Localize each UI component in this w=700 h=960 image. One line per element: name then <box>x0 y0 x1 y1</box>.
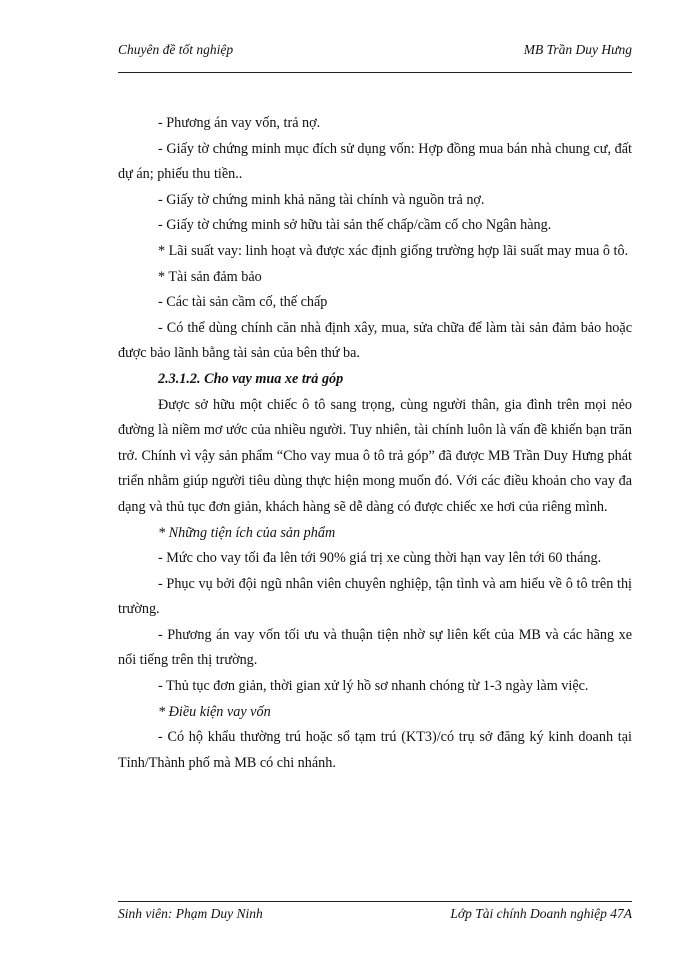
subheading: * Những tiện ích của sản phẩm <box>158 524 336 541</box>
paragraph: - Có thể dùng chính căn nhà định xây, mua, sửa chữa để làm tài sản đảm bảo hoặc được bảo lãnh bằng tài sản của bên thứ ba. <box>118 319 632 362</box>
paragraph: Được sở hữu một chiếc ô tô sang trọng, cùng người thân, gia đình trên mọi nẻo đường là niềm mơ ước của nhiều người. Tuy nhiên, tài chính luôn là vấn đề khiến bạn trăn trở. Chính vì vậy sản phẩm “Cho vay mua ô tô trả góp” đã được MB Trần Duy Hưng phát triển nhằm giúp người tiêu dùng thực hiện mong muốn đó. Với các điều khoản cho vay đa dạng và thủ tục đơn giản, khách hàng sẽ dễ dàng có được chiếc xe hơi của riêng mình. <box>118 396 632 515</box>
paragraph: - Mức cho vay tối đa lên tới 90% giá trị xe cùng thời hạn vay lên tới 60 tháng. <box>158 550 602 567</box>
paragraph: - Phục vụ bởi đội ngũ nhân viên chuyên nghiệp, tận tình và am hiểu về ô tô trên thị trường. <box>118 575 632 618</box>
header-author-branch: MB Trần Duy Hưng <box>523 42 632 57</box>
paragraph: * Lãi suất vay: linh hoạt và được xác định giống trường hợp lãi suất may mua ô tô. <box>158 242 629 259</box>
paragraph: - Giấy tờ chứng minh sở hữu tài sản thế chấp/cầm cố cho Ngân hàng. <box>158 217 552 234</box>
paragraph: - Có hộ khẩu thường trú hoặc sổ tạm trú (KT3)/có trụ sở đăng ký kinh doanh tại Tỉnh/Thành phố mà MB có chi nhánh. <box>118 729 632 771</box>
paragraph: - Các tài sản cầm cố, thế chấp <box>158 294 328 311</box>
footer-class: Lớp Tài chính Doanh nghiệp 47A <box>450 906 632 921</box>
footer-student: Sinh viên: Phạm Duy Ninh <box>118 906 263 921</box>
paragraph: - Giấy tờ chứng minh mục đích sử dụng vốn: Hợp đồng mua bán nhà chung cư, đất dự án; phiếu thu tiền.. <box>118 140 632 183</box>
section-heading: 2.3.1.2. Cho vay mua xe trả góp <box>158 370 344 387</box>
page-footer <box>118 901 632 925</box>
document-body <box>118 111 632 776</box>
paragraph: - Thủ tục đơn giản, thời gian xử lý hồ sơ nhanh chóng từ 1-3 ngày làm việc. <box>158 678 589 695</box>
paragraph: - Phương án vay vốn, trả nợ. <box>158 115 321 131</box>
paragraph: - Giấy tờ chứng minh khả năng tài chính và nguồn trả nợ. <box>158 191 485 208</box>
page-header <box>118 38 632 73</box>
paragraph: - Phương án vay vốn tối ưu và thuận tiện nhờ sự liên kết của MB và các hãng xe nổi tiếng trên thị trường. <box>118 626 632 669</box>
subheading: * Điều kiện vay vốn <box>158 703 271 720</box>
header-title: Chuyên đề tốt nghiệp <box>118 42 234 57</box>
paragraph: * Tài sản đảm bảo <box>158 268 262 285</box>
